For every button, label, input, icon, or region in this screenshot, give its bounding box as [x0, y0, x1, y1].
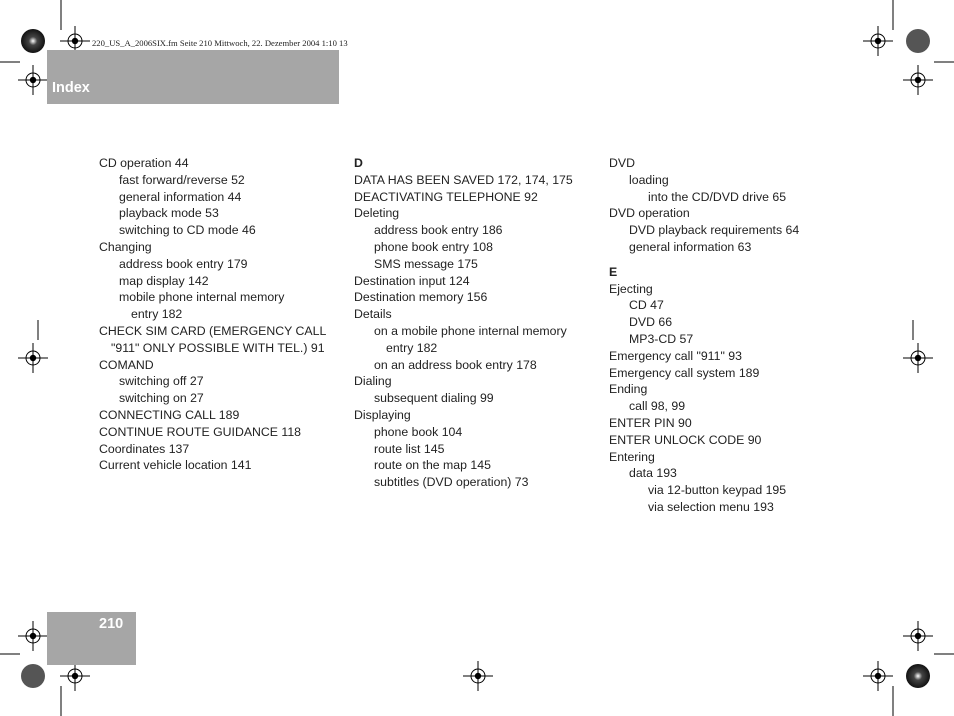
- index-subentry: route on the map 145: [374, 458, 491, 473]
- index-entry: Destination input 124: [354, 273, 470, 288]
- index-entry: CHECK SIM CARD (EMERGENCY CALL: [99, 323, 327, 338]
- index-subentry: route list 145: [374, 441, 445, 456]
- index-subentry: via selection menu 193: [648, 499, 774, 514]
- index-entry: DATA HAS BEEN SAVED 172, 174, 175: [354, 172, 573, 187]
- index-subentry: switching to CD mode 46: [119, 223, 256, 238]
- index-entry: DEACTIVATING TELEPHONE 92: [354, 189, 538, 204]
- index-subentry: subsequent dialing 99: [374, 391, 494, 406]
- index-entry: ENTER PIN 90: [609, 415, 692, 430]
- index-subentry: via 12-button keypad 195: [648, 483, 787, 498]
- index-subentry: data 193: [629, 466, 677, 481]
- index-entry: Dialing: [354, 374, 392, 389]
- index-entry: Ending: [609, 382, 648, 397]
- index-letter-heading: D: [354, 156, 363, 170]
- index-subentry: call 98, 99: [629, 399, 686, 414]
- index-subentry: entry 182: [131, 307, 183, 322]
- index-subentry: map display 142: [119, 273, 209, 288]
- index-subentry: SMS message 175: [374, 256, 478, 271]
- index-subentry: DVD playback requirements 64: [629, 223, 800, 238]
- file-info: 220_US_A_2006SIX.fm Seite 210 Mittwoch, 22. Dezember 2004 1:10 13: [92, 38, 348, 48]
- index-entry: Emergency call "911" 93: [609, 348, 742, 363]
- index-entry: Details: [354, 307, 392, 322]
- page-number-tab: [47, 612, 136, 665]
- index-subentry: switching off 27: [119, 374, 204, 389]
- index-subentry: general information 63: [629, 239, 752, 254]
- index-entry: Ejecting: [609, 281, 653, 296]
- index-entry: Displaying: [354, 407, 411, 422]
- index-subentry: mobile phone internal memory: [119, 290, 285, 305]
- index-subentry: phone book entry 108: [374, 239, 493, 254]
- index-subentry: entry 182: [386, 340, 438, 355]
- index-subentry: switching on 27: [119, 391, 204, 406]
- index-column-3: [609, 155, 799, 516]
- index-subentry: on a mobile phone internal memory: [374, 323, 567, 338]
- index-subentry: fast forward/reverse 52: [119, 172, 245, 187]
- index-subentry: loading: [629, 172, 669, 187]
- index-subentry: playback mode 53: [119, 206, 219, 221]
- index-subentry: subtitles (DVD operation) 73: [374, 475, 529, 490]
- index-entry: DVD: [609, 156, 635, 170]
- index-subentry: on an address book entry 178: [374, 357, 537, 372]
- index-column-1: [99, 155, 326, 474]
- index-subentry: CD 47: [629, 298, 664, 313]
- index-letter-heading: E: [609, 264, 618, 279]
- index-entry: COMAND: [99, 357, 154, 372]
- index-subentry: MP3-CD 57: [629, 331, 694, 346]
- index-entry: Coordinates 137: [99, 441, 190, 456]
- index-subentry: address book entry 186: [374, 223, 503, 238]
- header-bar: [47, 50, 339, 104]
- index-spacer: [609, 256, 799, 264]
- corner-rosette-br: [906, 664, 930, 688]
- index-entry: Destination memory 156: [354, 290, 488, 305]
- index-entry: CD operation 44: [99, 156, 189, 170]
- index-entry: CONTINUE ROUTE GUIDANCE 118: [99, 424, 302, 439]
- index-column-2: [354, 155, 573, 491]
- index-subentry: phone book 104: [374, 424, 463, 439]
- index-entry: Emergency call system 189: [609, 365, 760, 380]
- corner-rosette-bl: [21, 664, 45, 688]
- index-entry: CONNECTING CALL 189: [99, 407, 240, 422]
- index-entry: "911" ONLY POSSIBLE WITH TEL.) 91: [111, 340, 325, 355]
- corner-rosette-tr: [906, 29, 930, 53]
- index-subentry: into the CD/DVD drive 65: [648, 189, 787, 204]
- page-number: 210: [99, 616, 124, 632]
- index-subentry: DVD 66: [629, 315, 673, 330]
- index-entry: Current vehicle location 141: [99, 458, 252, 473]
- index-entry: ENTER UNLOCK CODE 90: [609, 432, 762, 447]
- page-title: Index: [52, 80, 90, 96]
- index-entry: Entering: [609, 449, 655, 464]
- index-subentry: general information 44: [119, 189, 242, 204]
- index-subentry: address book entry 179: [119, 256, 248, 271]
- index-entry: Changing: [99, 239, 152, 254]
- corner-rosette-tl: [21, 29, 45, 53]
- index-entry: DVD operation: [609, 206, 690, 221]
- index-entry: Deleting: [354, 206, 400, 221]
